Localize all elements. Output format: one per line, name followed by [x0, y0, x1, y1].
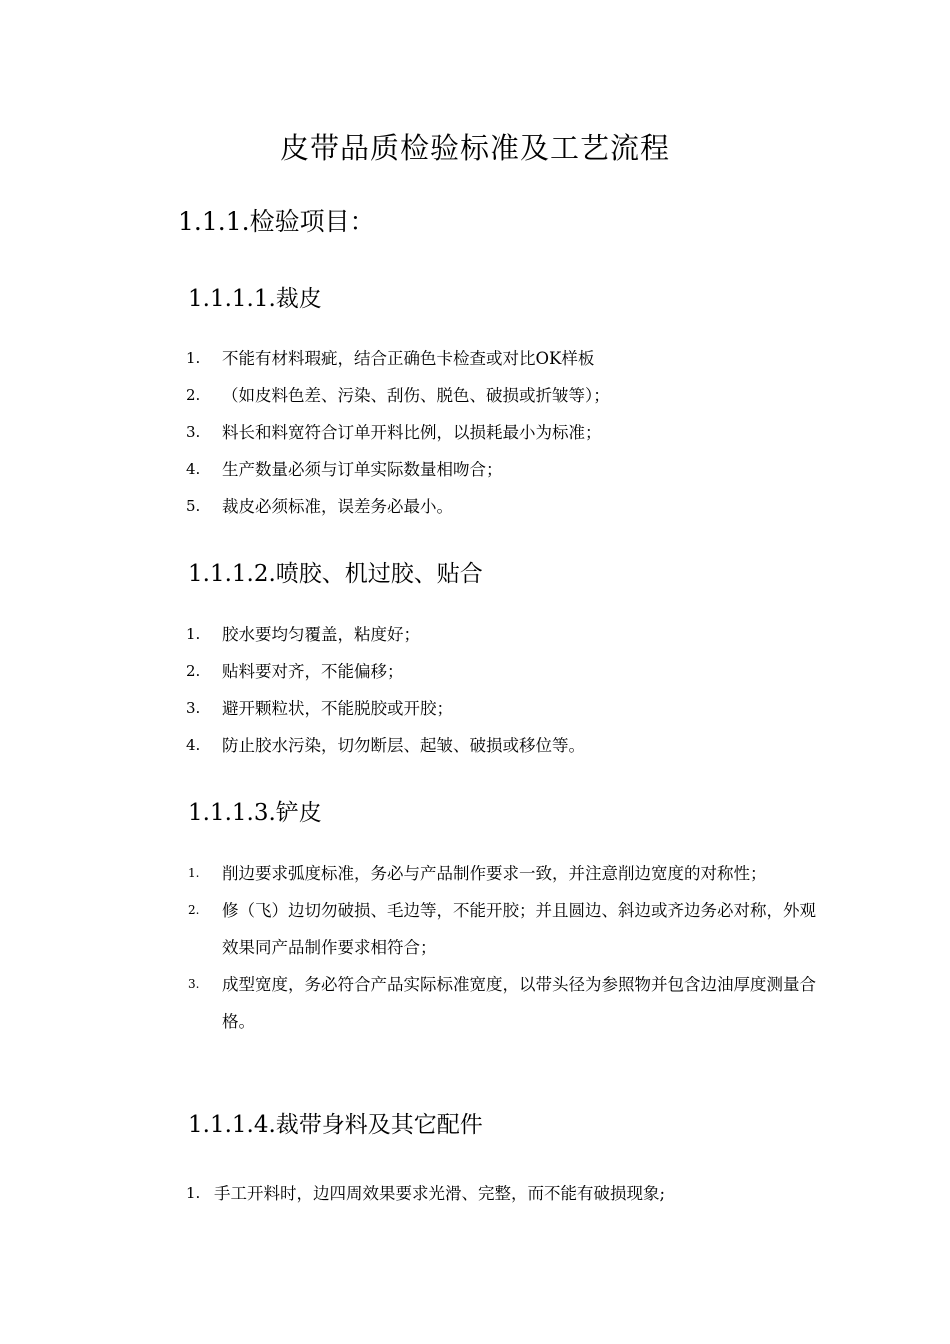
- section-title: 检验项目：: [249, 207, 375, 236]
- list-item: 4. 防止胶水污染，切勿断层、起皱、破损或移位等。: [186, 736, 585, 755]
- gluing-list: [186, 616, 826, 764]
- list-item: 2. 修（飞）边切勿破损、毛边等，不能开胶；并且圆边、斜边或齐边务必对称，外观效果同产品制作要求相符合；: [188, 901, 816, 957]
- list-item: 1. 不能有材料瑕疵，结合正确色卡检查或对比OK样板: [186, 349, 595, 368]
- list-item: 3. 料长和料宽符合订单开料比例，以损耗最小为标准；: [186, 423, 602, 442]
- subsection-number: 1.1.1.4.: [188, 1112, 276, 1138]
- list-item: 4. 生产数量必须与订单实际数量相吻合；: [186, 460, 503, 479]
- strap-cutting-list: [186, 1175, 826, 1212]
- list-item: 3. 成型宽度，务必符合产品实际标准宽度，以带头径为参照物并包含边油厚度测量合格。: [188, 975, 816, 1031]
- subsection-number: 1.1.1.3.: [188, 800, 276, 826]
- list-item: 3. 避开颗粒状，不能脱胶或开胶；: [186, 699, 453, 718]
- subsection-heading-gluing: [188, 555, 483, 588]
- subsection-heading-strap-cutting: [188, 1106, 483, 1139]
- subsection-number: 1.1.1.2.: [188, 561, 276, 587]
- cutting-list: [186, 340, 826, 525]
- subsection-title: 裁带身料及其它配件: [275, 1112, 483, 1138]
- list-item: 1. 手工开料时，边四周效果要求光滑、完整，而不能有破损现象;: [186, 1184, 666, 1203]
- list-item: 2. （如皮料色差、污染、刮伤、脱色、破损或折皱等）；: [186, 386, 610, 405]
- subsection-heading-cutting: [188, 280, 322, 313]
- subsection-title: 喷胶、机过胶、贴合: [275, 561, 483, 587]
- list-item: 2. 贴料要对齐，不能偏移；: [186, 662, 404, 681]
- skiving-list: [186, 855, 826, 1040]
- subsection-title: 铲皮: [275, 800, 322, 826]
- section-number: 1.1.1.: [178, 207, 250, 236]
- list-item: 1. 削边要求弧度标准，务必与产品制作要求一致，并注意削边宽度的对称性；: [188, 864, 767, 883]
- document-title: 皮带品质检验标准及工艺流程: [279, 131, 670, 165]
- list-item: 5. 裁皮必须标准，误差务必最小。: [186, 497, 453, 516]
- subsection-number: 1.1.1.1.: [188, 286, 276, 312]
- subsection-title: 裁皮: [275, 286, 322, 312]
- list-item: 1. 胶水要均匀覆盖，粘度好；: [186, 625, 420, 644]
- subsection-heading-skiving: [188, 794, 322, 827]
- section-heading: [178, 202, 375, 238]
